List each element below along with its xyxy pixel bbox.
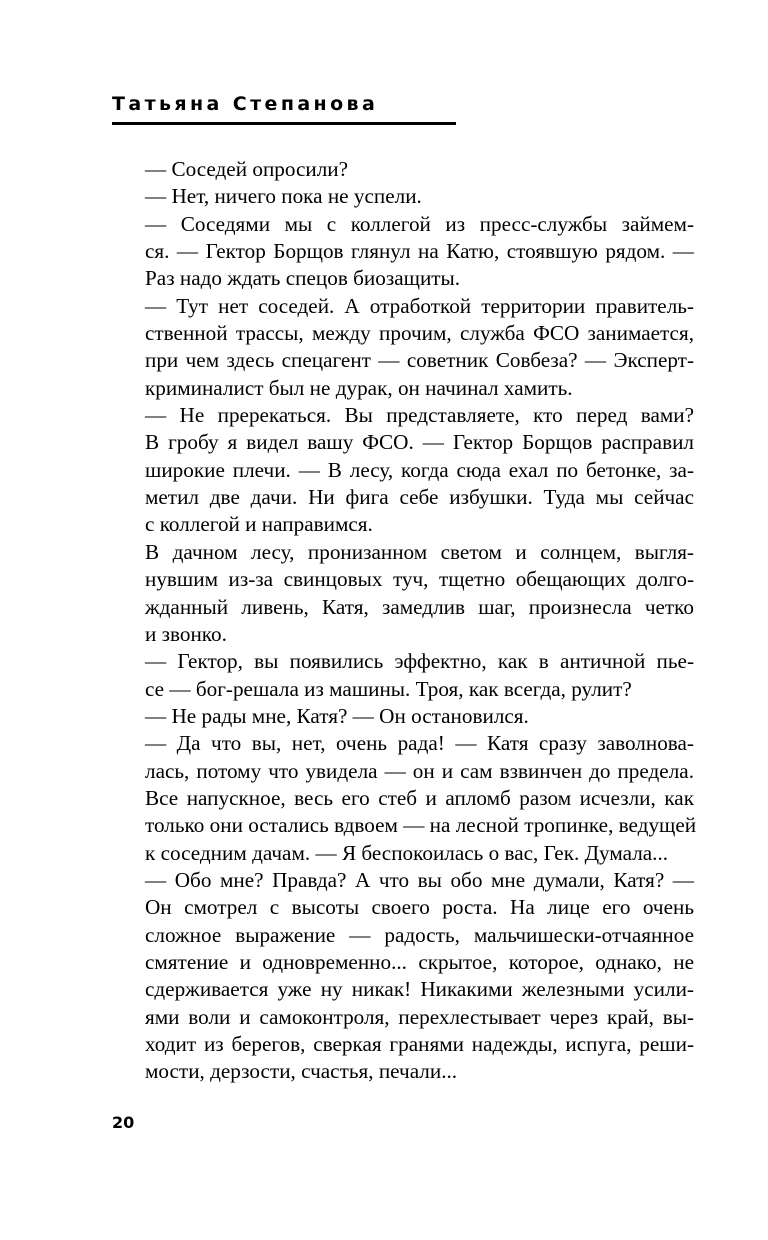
text-line: Он смотрел с высоты своего роста. На лице его очень (145, 895, 694, 920)
paragraph (112, 867, 694, 1086)
paragraph (112, 539, 694, 648)
text-line: ями воли и самоконтроля, перехлестывает через край, вы- (145, 1004, 694, 1029)
text-line: — Нет, ничего пока не успели. (145, 184, 422, 209)
paragraph (112, 402, 694, 539)
text-line: нувшим из-за свинцовых туч, тщетно обещающих долго- (145, 567, 694, 592)
text-line: — Тут нет соседей. А отработкой территории правитель- (145, 293, 694, 318)
text-line: Раз надо ждать спецов биозащиты. (145, 266, 461, 291)
text-line: жданный ливень, Катя, замедлив шаг, произнесла четко (145, 594, 694, 619)
paragraph (112, 156, 694, 183)
text-line: к соседним дачам. — Я беспокоилась о вас, Гек. Думала... (145, 840, 669, 865)
text-line: — Не рады мне, Катя? — Он остановился. (145, 703, 529, 728)
text-line: метил две дачи. Ни фига себе избушки. Туда мы сейчас (145, 485, 694, 510)
text-line: Все напускное, весь его стеб и апломб разом исчезли, как (145, 785, 694, 810)
paragraph (112, 648, 694, 703)
text-line: с коллегой и направимся. (145, 512, 373, 537)
paragraph (112, 211, 694, 293)
paragraph (112, 293, 694, 402)
text-line: и звонко. (145, 621, 227, 646)
text-line: криминалист был не дурак, он начинал хамить. (145, 375, 573, 400)
text-line: В дачном лесу, пронизанном светом и солнцем, выгля- (145, 539, 694, 564)
text-line: сложное выражение — радость, мальчишески-отчаянное (145, 922, 694, 947)
text-line: при чем здесь спецагент — советник Совбеза? — Эксперт- (145, 348, 694, 373)
text-line: смятение и одновременно... скрытое, которое, однако, не (145, 949, 694, 974)
body-text (112, 156, 697, 1086)
paragraph (112, 183, 694, 210)
text-line: — Да что вы, нет, очень рада! — Катя сразу заволнова- (145, 731, 694, 756)
text-line: — Гектор, вы появились эффектно, как в античной пье- (145, 649, 694, 674)
text-line: В гробу я видел вашу ФСО. — Гектор Борщов расправил (145, 430, 694, 455)
text-line: се — бог-решала из машины. Троя, как всегда, рулит? (145, 676, 632, 701)
page-number: 20 (112, 1113, 135, 1132)
paragraph (112, 703, 694, 730)
text-line: — Соседями мы с коллегой из пресс-службы займем- (145, 211, 694, 236)
text-line: лась, потому что увидела — он и сам взвинчен до предела. (145, 758, 694, 783)
header-rule (112, 122, 456, 125)
text-line: широкие плечи. — В лесу, когда сюда ехал по бетонке, за- (145, 457, 694, 482)
text-line: ственной трассы, между прочим, служба ФСО занимается, (145, 321, 694, 346)
text-line: ся. — Гектор Борщов глянул на Катю, стоявшую рядом. — (145, 239, 694, 264)
text-line: мости, дерзости, счастья, печали... (145, 1059, 458, 1084)
paragraph (112, 730, 697, 867)
text-line: сдерживается уже ну никак! Никакими железными усили- (145, 977, 694, 1002)
text-line: — Соседей опросили? (145, 157, 349, 181)
text-line: — Обо мне? Правда? А что вы обо мне думали, Катя? — (145, 867, 694, 892)
text-line: только они остались вдвоем — на лесной тропинке, ведущей (145, 813, 697, 838)
text-line: ходит из берегов, сверкая гранями надежды, испуга, реши- (145, 1032, 694, 1056)
running-head-author: Татьяна Степанова (112, 93, 379, 115)
text-line: — Не пререкаться. Вы представляете, кто перед вами? (145, 403, 694, 428)
